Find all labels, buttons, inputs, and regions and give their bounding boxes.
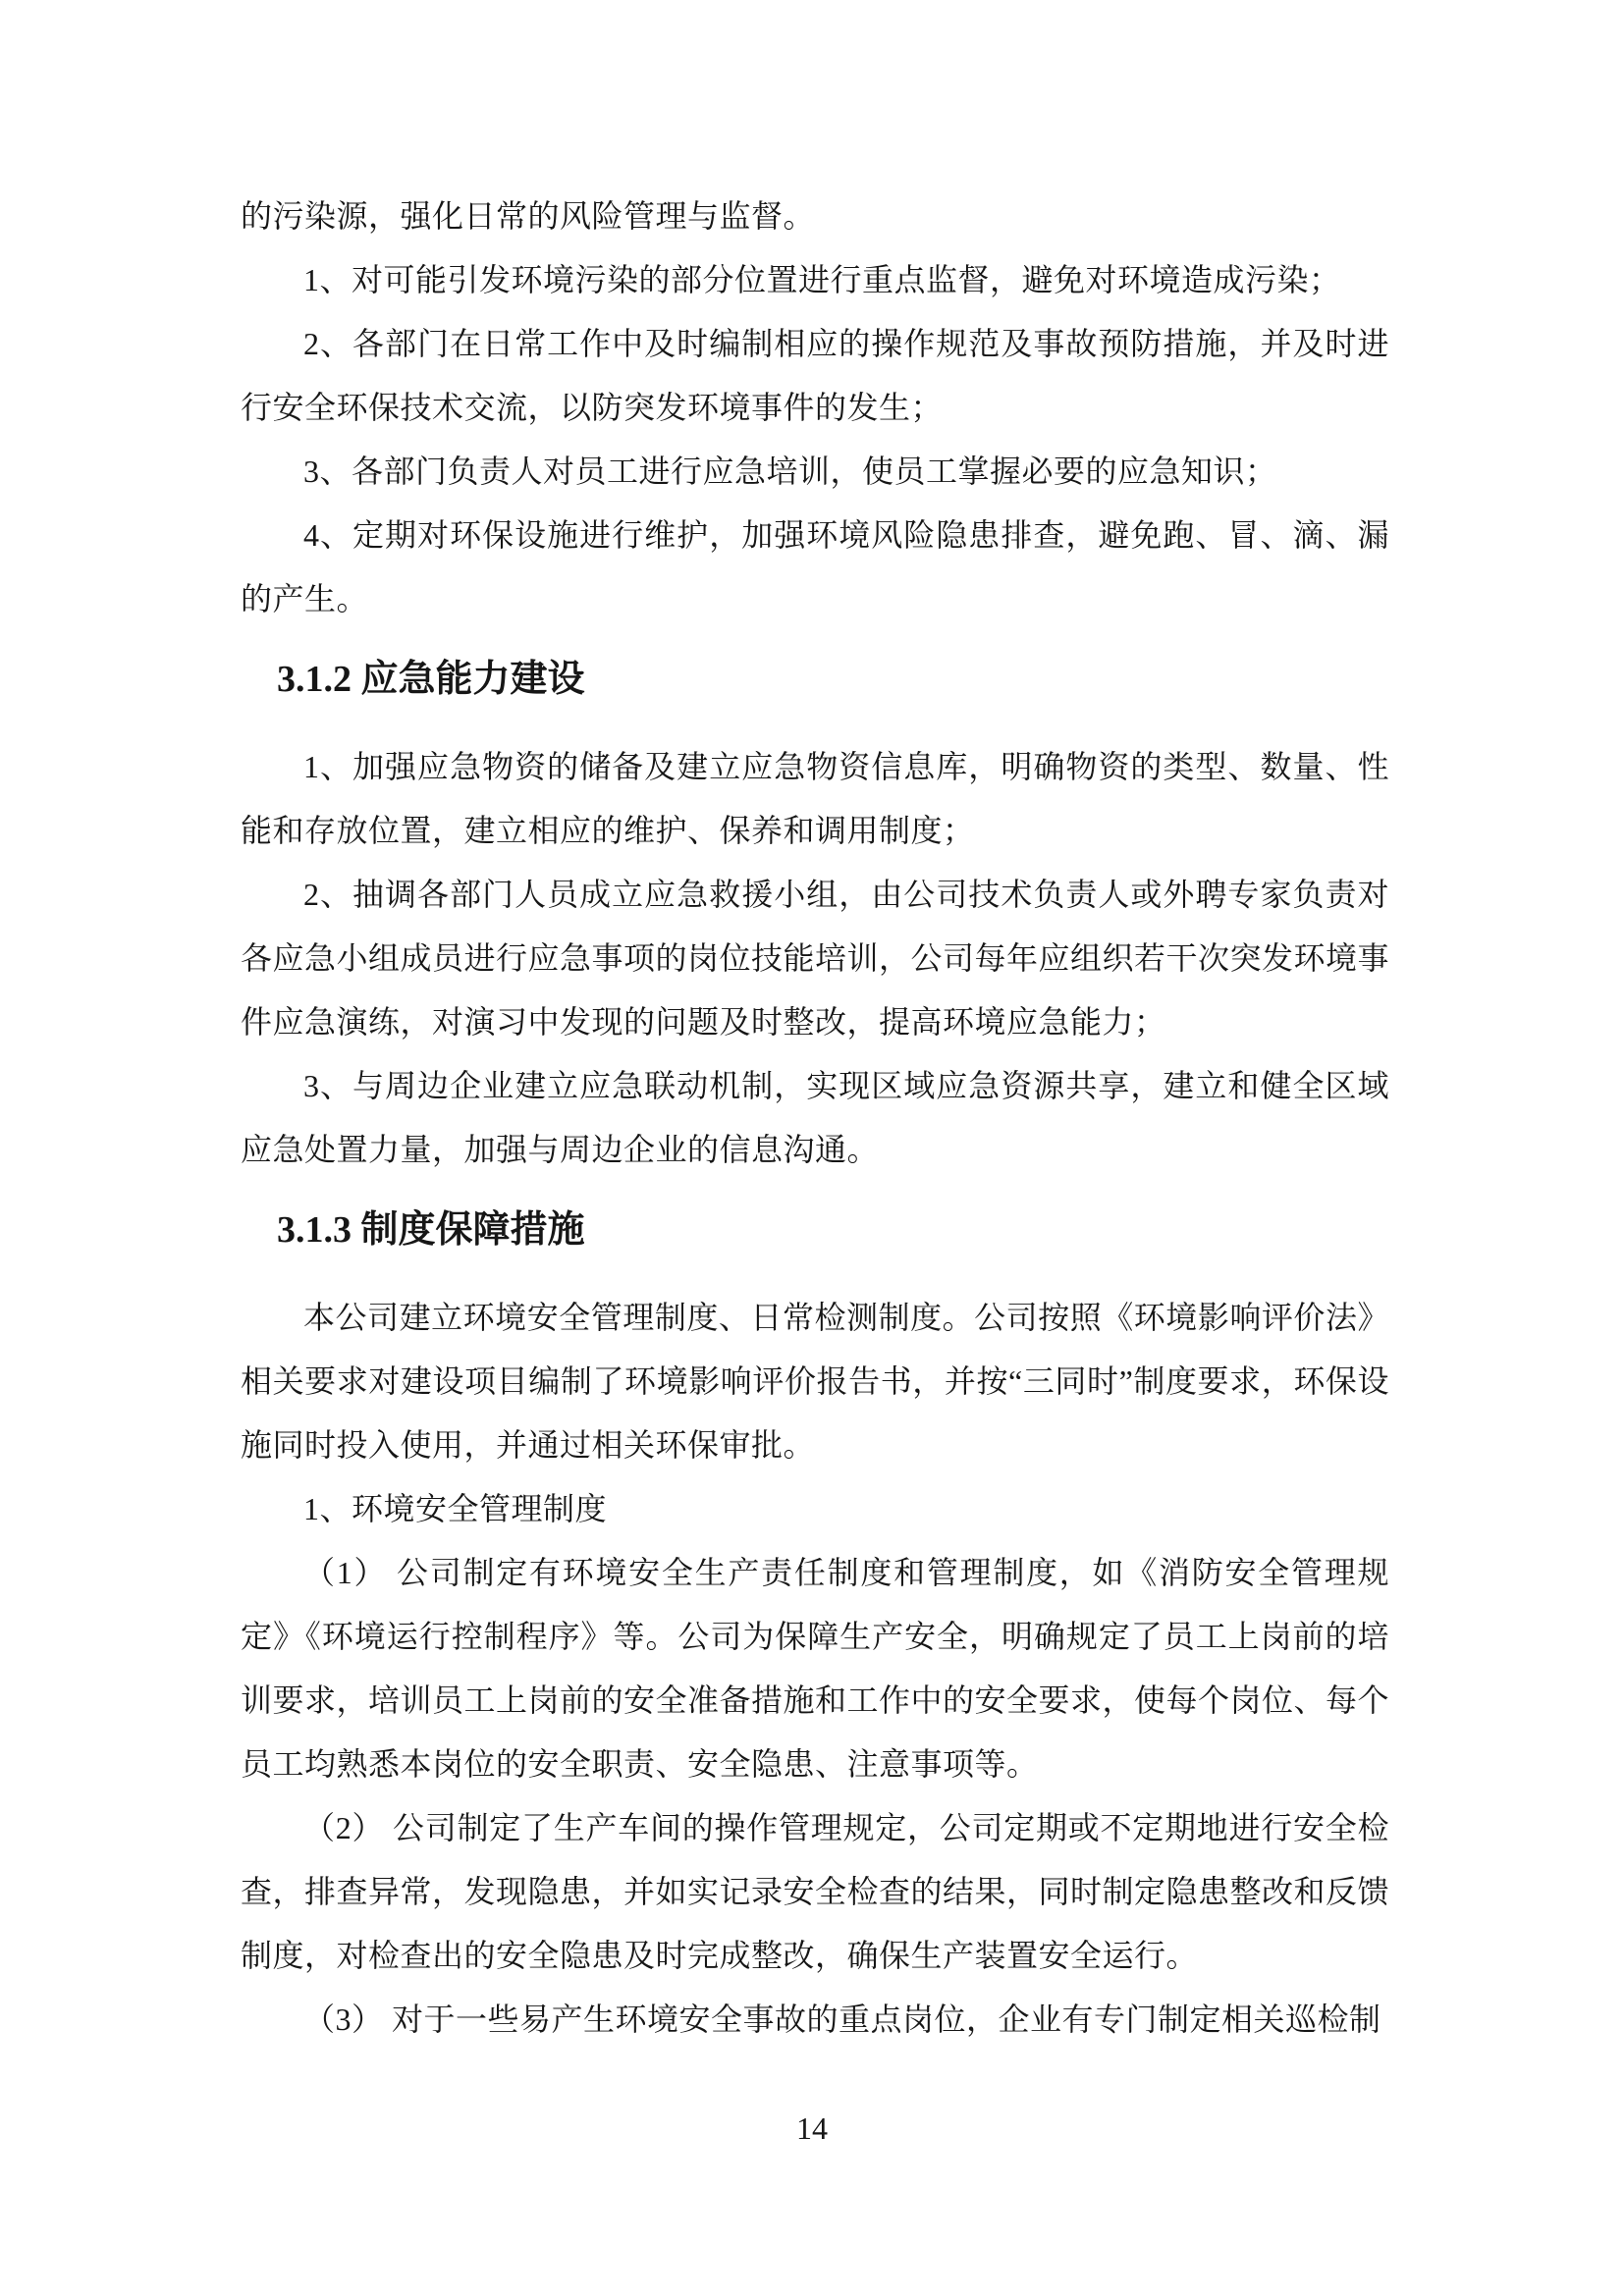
sub-item-1: （1） 公司制定有环境安全生产责任制度和管理制度，如《消防安全管理规定》《环境运行控制程序》等。公司为保障生产安全，明确规定了员工上岗前的培训要求，培训员工上岗前的安全准备措施和工作中的安全要求，使每个岗位、每个员工均熟悉本岗位的安全职责、安全隐患、注意事项等。 bbox=[241, 1555, 1390, 1782]
document-body bbox=[241, 185, 1389, 2052]
paragraph-continuation: 的污染源，强化日常的风险管理与监督。 bbox=[241, 198, 816, 234]
list-item-emergency-2: 2、抽调各部门人员成立应急救援小组，由公司技术负责人或外聘专家负责对各应急小组成员进行应急事项的岗位技能培训，公司每年应组织若干次突发环境事件应急演练，对演习中发现的问题及时整改，提高环境应急能力； bbox=[241, 877, 1390, 1040]
list-item-1: 1、对可能引发环境污染的部分位置进行重点监督，避免对环境造成污染； bbox=[303, 262, 1341, 297]
sub-item-3: （3） 对于一些易产生环境安全事故的重点岗位，企业有专门制定相关巡检制 bbox=[303, 2002, 1381, 2037]
page-number: 14 bbox=[796, 2110, 828, 2146]
sub-item-2: （2） 公司制定了生产车间的操作管理规定，公司定期或不定期地进行安全检查，排查异常，发现隐患，并如实记录安全检查的结果，同时制定隐患整改和反馈制度，对检查出的安全隐患及时完成整改，确保生产装置安全运行。 bbox=[241, 1810, 1390, 1973]
paragraph-system-intro: 本公司建立环境安全管理制度、日常检测制度。公司按照《环境影响评价法》相关要求对建设项目编制了环境影响评价报告书，并按“三同时”制度要求，环保设施同时投入使用，并通过相关环保审批。 bbox=[241, 1300, 1389, 1463]
list-item-emergency-3: 3、与周边企业建立应急联动机制，实现区域应急资源共享，建立和健全区域应急处置力量，加强与周边企业的信息沟通。 bbox=[241, 1068, 1389, 1167]
list-item-3: 3、各部门负责人对员工进行应急培训，使员工掌握必要的应急知识； bbox=[303, 454, 1277, 489]
section-heading-3-1-2: 3.1.2 应急能力建设 bbox=[277, 659, 585, 700]
section-heading-3-1-3: 3.1.3 制度保障措施 bbox=[277, 1209, 585, 1251]
list-item-4: 4、定期对环保设施进行维护，加强环境风险隐患排查，避免跑、冒、滴、漏的产生。 bbox=[241, 517, 1389, 616]
list-item-emergency-1: 1、加强应急物资的储备及建立应急物资信息库，明确物资的类型、数量、性能和存放位置，建立相应的维护、保养和调用制度； bbox=[241, 749, 1389, 848]
paragraph-system-title: 1、环境安全管理制度 bbox=[303, 1491, 608, 1526]
list-item-2: 2、各部门在日常工作中及时编制相应的操作规范及事故预防措施，并及时进行安全环保技术交流，以防突发环境事件的发生； bbox=[241, 326, 1389, 425]
